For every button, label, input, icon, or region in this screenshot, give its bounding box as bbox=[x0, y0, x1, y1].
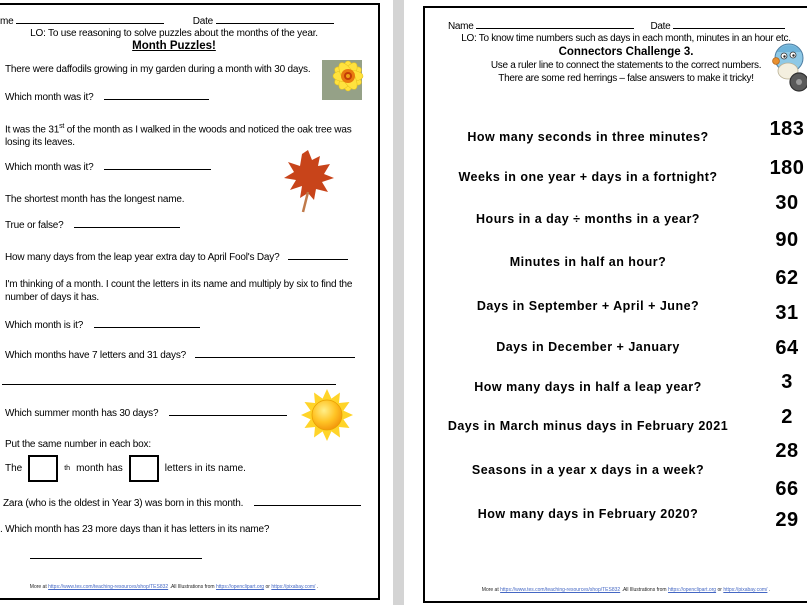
question-summer-month: Which summer month has 30 days? bbox=[5, 405, 287, 420]
left-worksheet-page bbox=[0, 3, 380, 600]
robot-on-wheel-icon bbox=[771, 42, 807, 94]
question-zara: Zara (who is the oldest in Year 3) was born in this month. bbox=[3, 495, 361, 510]
answer-number: 183 bbox=[769, 118, 805, 140]
sun-icon bbox=[300, 389, 355, 442]
answer-number: 30 bbox=[775, 192, 799, 214]
tes-shop-link[interactable]: https://www.tes.com/teaching-resources/shop/TES832 bbox=[48, 584, 169, 590]
answer-blank bbox=[74, 217, 180, 228]
date-blank bbox=[673, 18, 785, 29]
answer-number: 28 bbox=[775, 440, 799, 462]
answer-number: 62 bbox=[775, 267, 799, 289]
question-thinking-of-month: I'm thinking of a month. I count the letters in its name and multiply by six to find the number of days it has. bbox=[5, 279, 353, 303]
statement-row: Days in March minus days in February 2021 bbox=[447, 419, 729, 433]
page-title: Connectors Challenge 3. bbox=[558, 46, 694, 58]
name-label: me bbox=[0, 16, 14, 27]
answer-number: 66 bbox=[775, 478, 799, 500]
pixabay-link[interactable]: https://pixabay.com/ bbox=[271, 584, 316, 590]
openclipart-link[interactable]: https://openclipart.org bbox=[215, 584, 265, 590]
learning-objective: LO: To know time numbers such as days in each month, minutes in an hour etc. bbox=[461, 33, 791, 44]
prompt-true-false: True or false? bbox=[5, 217, 180, 232]
right-worksheet-page bbox=[423, 6, 807, 603]
prompt-which-month-1: Which month was it? bbox=[5, 89, 209, 104]
answer-number: 90 bbox=[775, 229, 799, 251]
answer-blank bbox=[195, 347, 355, 358]
date-blank bbox=[216, 13, 334, 24]
date-label: Date bbox=[192, 16, 214, 27]
statement-row: How many days in February 2020? bbox=[477, 507, 699, 521]
instruction-line-1: Use a ruler line to connect the statements to the correct numbers. bbox=[490, 60, 762, 71]
daffodil-flower-icon bbox=[322, 52, 368, 104]
tes-shop-link[interactable]: https://www.tes.com/teaching-resources/shop/TES832 bbox=[500, 587, 621, 593]
statement-row: Seasons in a year x days in a week? bbox=[471, 463, 705, 477]
instruction-line-2: There are some red herrings – false answers to make it tricky! bbox=[498, 73, 754, 84]
prompt-which-month-is-it: Which month is it? bbox=[5, 317, 200, 332]
answer-blank bbox=[104, 159, 211, 170]
page-title: Month Puzzles! bbox=[132, 40, 216, 52]
question-daffodil: There were daffodils growing in my garden during a month with 30 days. bbox=[5, 64, 311, 75]
answer-blank bbox=[94, 317, 200, 328]
box-instruction: Put the same number in each box: bbox=[5, 439, 151, 450]
number-box-1 bbox=[28, 455, 58, 482]
answer-blank bbox=[169, 405, 287, 416]
answer-continuation-line bbox=[2, 384, 336, 385]
name-label: Name bbox=[448, 21, 474, 32]
answer-blank bbox=[104, 89, 209, 100]
prompt-which-month-2: Which month was it? bbox=[5, 159, 211, 174]
openclipart-link[interactable]: https://openclipart.org bbox=[667, 587, 717, 593]
statement-row: Hours in a day ÷ months in a year? bbox=[476, 212, 700, 226]
question-oak: It was the 31st of the month as I walked in the woods and noticed the oak tree was losing its leaves. bbox=[5, 123, 352, 149]
answer-number: 64 bbox=[775, 337, 799, 359]
date-label: Date bbox=[650, 21, 671, 32]
answer-number: 180 bbox=[769, 157, 805, 179]
answer-blank bbox=[254, 495, 361, 506]
page-divider bbox=[393, 0, 404, 605]
statement-row: How many seconds in three minutes? bbox=[467, 130, 709, 144]
right-page-footer: More at https://www.tes.com/teaching-resources/shop/TES832 .All Illustrations from https://openclipart.org or https://pixabay.com/ . bbox=[481, 587, 771, 593]
question-leap-year: How many days from the leap year extra day to April Fool's Day? bbox=[5, 249, 365, 264]
name-blank bbox=[16, 13, 164, 24]
question-shortest-month: The shortest month has the longest name. bbox=[5, 194, 185, 205]
answer-number: 29 bbox=[775, 509, 799, 531]
name-date-row bbox=[0, 13, 334, 28]
statement-row: Days in December + January bbox=[496, 340, 680, 354]
name-date-row bbox=[448, 18, 785, 32]
name-blank bbox=[476, 18, 634, 29]
answer-blank bbox=[30, 558, 202, 559]
answer-number: 2 bbox=[781, 406, 793, 428]
box-sentence: The th month has letters in its name. bbox=[5, 455, 246, 482]
question-23-more-days: . Which month has 23 more days than it has letters in its name? bbox=[0, 524, 270, 535]
autumn-oak-leaf-icon bbox=[278, 148, 335, 214]
pixabay-link[interactable]: https://pixabay.com/ bbox=[723, 587, 768, 593]
answer-number: 3 bbox=[781, 371, 793, 393]
statement-row: Weeks in one year + days in a fortnight? bbox=[458, 170, 718, 184]
statement-row: Days in September + April + June? bbox=[476, 299, 700, 313]
answer-blank bbox=[288, 249, 348, 260]
statement-row: Minutes in half an hour? bbox=[509, 255, 667, 269]
learning-objective: LO: To use reasoning to solve puzzles about the months of the year. bbox=[30, 28, 318, 39]
number-box-2 bbox=[129, 455, 159, 482]
question-seven-letters: Which months have 7 letters and 31 days? bbox=[5, 347, 355, 362]
statement-row: How many days in half a leap year? bbox=[474, 380, 702, 394]
answer-number: 31 bbox=[775, 302, 799, 324]
left-page-footer: More at https://www.tes.com/teaching-resources/shop/TES832 .All Illustrations from https://openclipart.org or https://pixabay.com/ . bbox=[29, 584, 319, 590]
